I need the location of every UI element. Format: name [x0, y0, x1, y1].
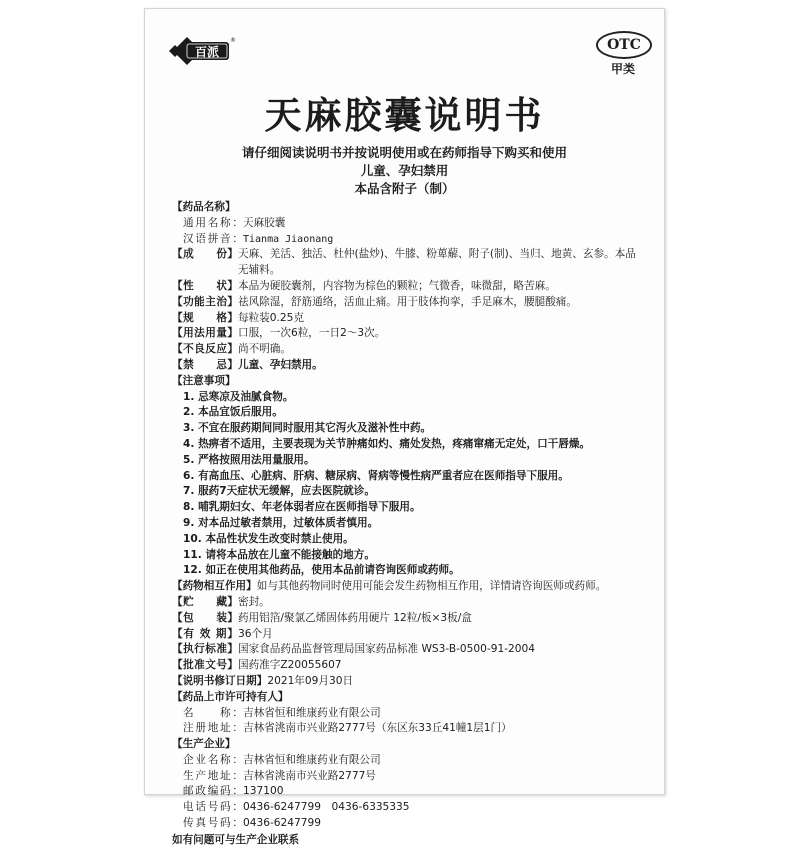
section-label: 【药品名称】	[172, 201, 236, 213]
section-label: 【有 效 期】	[172, 627, 238, 640]
section-label: 【禁 忌】	[172, 358, 238, 371]
list-item	[183, 421, 642, 437]
fax-row	[172, 816, 642, 832]
drug-name-header	[172, 200, 642, 216]
section-label: 【批准文号】	[172, 659, 238, 672]
section-value: 如与其他药物同时使用可能会发生药物相互作用，详情请咨询医师或药师。	[256, 580, 607, 593]
contraindications-row	[172, 358, 642, 374]
pinyin-row	[172, 232, 642, 248]
section-label: 【说明书修订日期】	[172, 674, 268, 687]
field-label: 电话号码：	[183, 801, 243, 814]
section-value: 药用铝箔/聚氯乙烯固体药用硬片 12粒/板×3板/盒	[238, 611, 472, 624]
otc-badge: OTC	[596, 31, 652, 59]
registered-mark: ®	[230, 37, 236, 44]
field-label: 汉语拼音：	[183, 232, 243, 245]
list-item	[183, 390, 642, 406]
holder-header	[172, 690, 642, 706]
list-item	[183, 437, 642, 453]
section-label: 【药品上市许可持有人】	[172, 690, 289, 703]
section-value: 36个月	[238, 627, 273, 640]
specification-row	[172, 311, 642, 327]
section-label: 【包 装】	[172, 611, 238, 624]
postal-code-row	[172, 784, 642, 800]
list-item-text: 3. 不宜在服药期间同时服用其它泻火及滋补性中药。	[183, 422, 432, 435]
logo-text: 百派	[194, 45, 220, 59]
list-item-text: 7. 服药7天症状无缓解，应去医院就诊。	[183, 485, 375, 498]
section-value: 密封。	[238, 595, 270, 608]
field-value: 0436-6247799	[243, 817, 321, 830]
revision-date-row	[172, 674, 642, 690]
standard-row	[172, 642, 642, 658]
section-label: 【贮 藏】	[172, 595, 238, 608]
manufacturer-name-row	[172, 753, 642, 769]
section-label: 【执行标准】	[172, 643, 238, 656]
section-value: 尚不明确。	[238, 343, 291, 356]
list-item	[183, 563, 642, 579]
usage-warning: 请仔细阅读说明书并按说明使用或在药师指导下购买和使用	[241, 145, 567, 160]
instruction-leaflet	[144, 8, 665, 846]
list-item-text: 8. 哺乳期妇女、年老体弱者应在医师指导下服用。	[183, 501, 421, 514]
section-label: 【生产企业】	[172, 738, 236, 751]
otc-mark	[596, 31, 650, 77]
section-label: 【成 份】	[172, 248, 238, 261]
list-item-text: 9. 对本品过敏者禁用，过敏体质者慎用。	[183, 516, 379, 529]
generic-name-row	[172, 216, 642, 232]
section-label: 【功能主治】	[172, 295, 238, 308]
section-value: 儿童、孕妇禁用。	[238, 358, 323, 371]
precautions-list	[172, 390, 642, 580]
section-label: 【性 状】	[172, 279, 238, 292]
field-label: 名 称：	[183, 706, 243, 719]
contains-aconite-warning: 本品含附子（制）	[354, 181, 455, 196]
list-item	[183, 516, 642, 532]
field-value: 吉林省恒和维康药业有限公司	[243, 706, 381, 719]
list-item-text: 4. 热痹者不适用，主要表现为关节肿痛如灼、痛处发热，疼痛窜痛无定处，口干唇燥。	[183, 437, 591, 450]
ingredients-row	[172, 247, 642, 279]
section-value: 本品为硬胶囊剂，内容物为棕色的颗粒；气微香，味微甜，略苦麻。	[238, 279, 556, 292]
section-value: 天麻、羌活、独活、杜仲(盐炒)、牛膝、粉萆薢、附子(制)、当归、地黄、玄参。本品无辅料。	[238, 248, 636, 277]
section-value: 国家食品药品监督管理局国家药品标准 WS3-B-0500-91-2004	[238, 643, 535, 656]
list-item-text: 6. 有高血压、心脏病、肝病、糖尿病、肾病等慢性病严重者应在医师指导下服用。	[183, 469, 569, 482]
contact-note: 如有问题可与生产企业联系	[172, 833, 300, 846]
section-value: 每粒装0.25克	[238, 311, 304, 324]
section-value: 口服，一次6粒，一日2～3次。	[238, 327, 386, 340]
list-item	[183, 548, 642, 564]
properties-row	[172, 279, 642, 295]
section-label: 【规 格】	[172, 311, 238, 324]
list-item-text: 1. 忌寒凉及油腻食物。	[183, 390, 294, 403]
manufacturer-header	[172, 737, 642, 753]
field-value: 吉林省恒和维康药业有限公司	[243, 753, 381, 766]
indications-row	[172, 295, 642, 311]
list-item	[183, 469, 642, 485]
field-label: 邮政编码：	[183, 785, 243, 798]
list-item-text: 2. 本品宜饭后服用。	[183, 406, 283, 419]
approval-row	[172, 658, 642, 674]
list-item-text: 5. 严格按照用法用量服用。	[183, 453, 315, 466]
adverse-reactions-row	[172, 342, 642, 358]
field-value: 吉林省洮南市兴业路2777号（东区东33丘41幢1层1门）	[243, 722, 512, 735]
section-value: 国药准字Z20055607	[238, 659, 342, 672]
holder-name-row	[172, 706, 642, 722]
field-label: 传真号码：	[183, 817, 243, 830]
list-item	[183, 453, 642, 469]
precautions-header	[172, 374, 642, 390]
field-value: 天麻胶囊	[243, 216, 286, 229]
list-item	[183, 405, 642, 421]
list-item	[183, 484, 642, 500]
section-value: 2021年09月30日	[267, 674, 354, 687]
field-label: 企业名称：	[183, 753, 243, 766]
validity-row	[172, 627, 642, 643]
list-item	[183, 500, 642, 516]
holder-address-row	[172, 721, 642, 737]
storage-row	[172, 595, 642, 611]
package-row	[172, 611, 642, 627]
field-value: 0436-6247799 0436-6335335	[243, 801, 410, 814]
prohibition-warning: 儿童、孕妇禁用	[360, 163, 449, 178]
list-item-text: 10. 本品性状发生改变时禁止使用。	[183, 532, 354, 545]
section-label: 【药物相互作用】	[172, 580, 257, 593]
field-label: 生产地址：	[183, 769, 243, 782]
list-item-text: 11. 请将本品放在儿童不能接触的地方。	[183, 548, 375, 561]
phone-row	[172, 800, 642, 816]
section-label: 【不良反应】	[172, 343, 238, 356]
field-label: 注册地址：	[183, 722, 243, 735]
otc-class: 甲类	[610, 62, 635, 76]
field-value: 137100	[243, 785, 284, 798]
brand-logo	[167, 34, 236, 68]
manufacturer-address-row	[172, 769, 642, 785]
dosage-row	[172, 326, 642, 342]
list-item-text: 12. 如正在使用其他药品，使用本品前请咨询医师或药师。	[183, 564, 460, 577]
section-label: 【用法用量】	[172, 327, 238, 340]
leaflet-body	[172, 200, 642, 849]
field-label: 通用名称：	[183, 216, 243, 229]
page-title: 天麻胶囊说明书	[264, 94, 545, 137]
field-value: Tianma Jiaonang	[243, 233, 334, 245]
section-label: 【注意事项】	[172, 374, 236, 387]
section-value: 祛风除湿，舒筋通络，活血止痛。用于肢体拘挛，手足麻木，腰腿酸痛。	[238, 295, 577, 308]
list-item	[183, 532, 642, 548]
field-value: 吉林省洮南市兴业路2777号	[243, 769, 376, 782]
interactions-row	[172, 579, 642, 595]
